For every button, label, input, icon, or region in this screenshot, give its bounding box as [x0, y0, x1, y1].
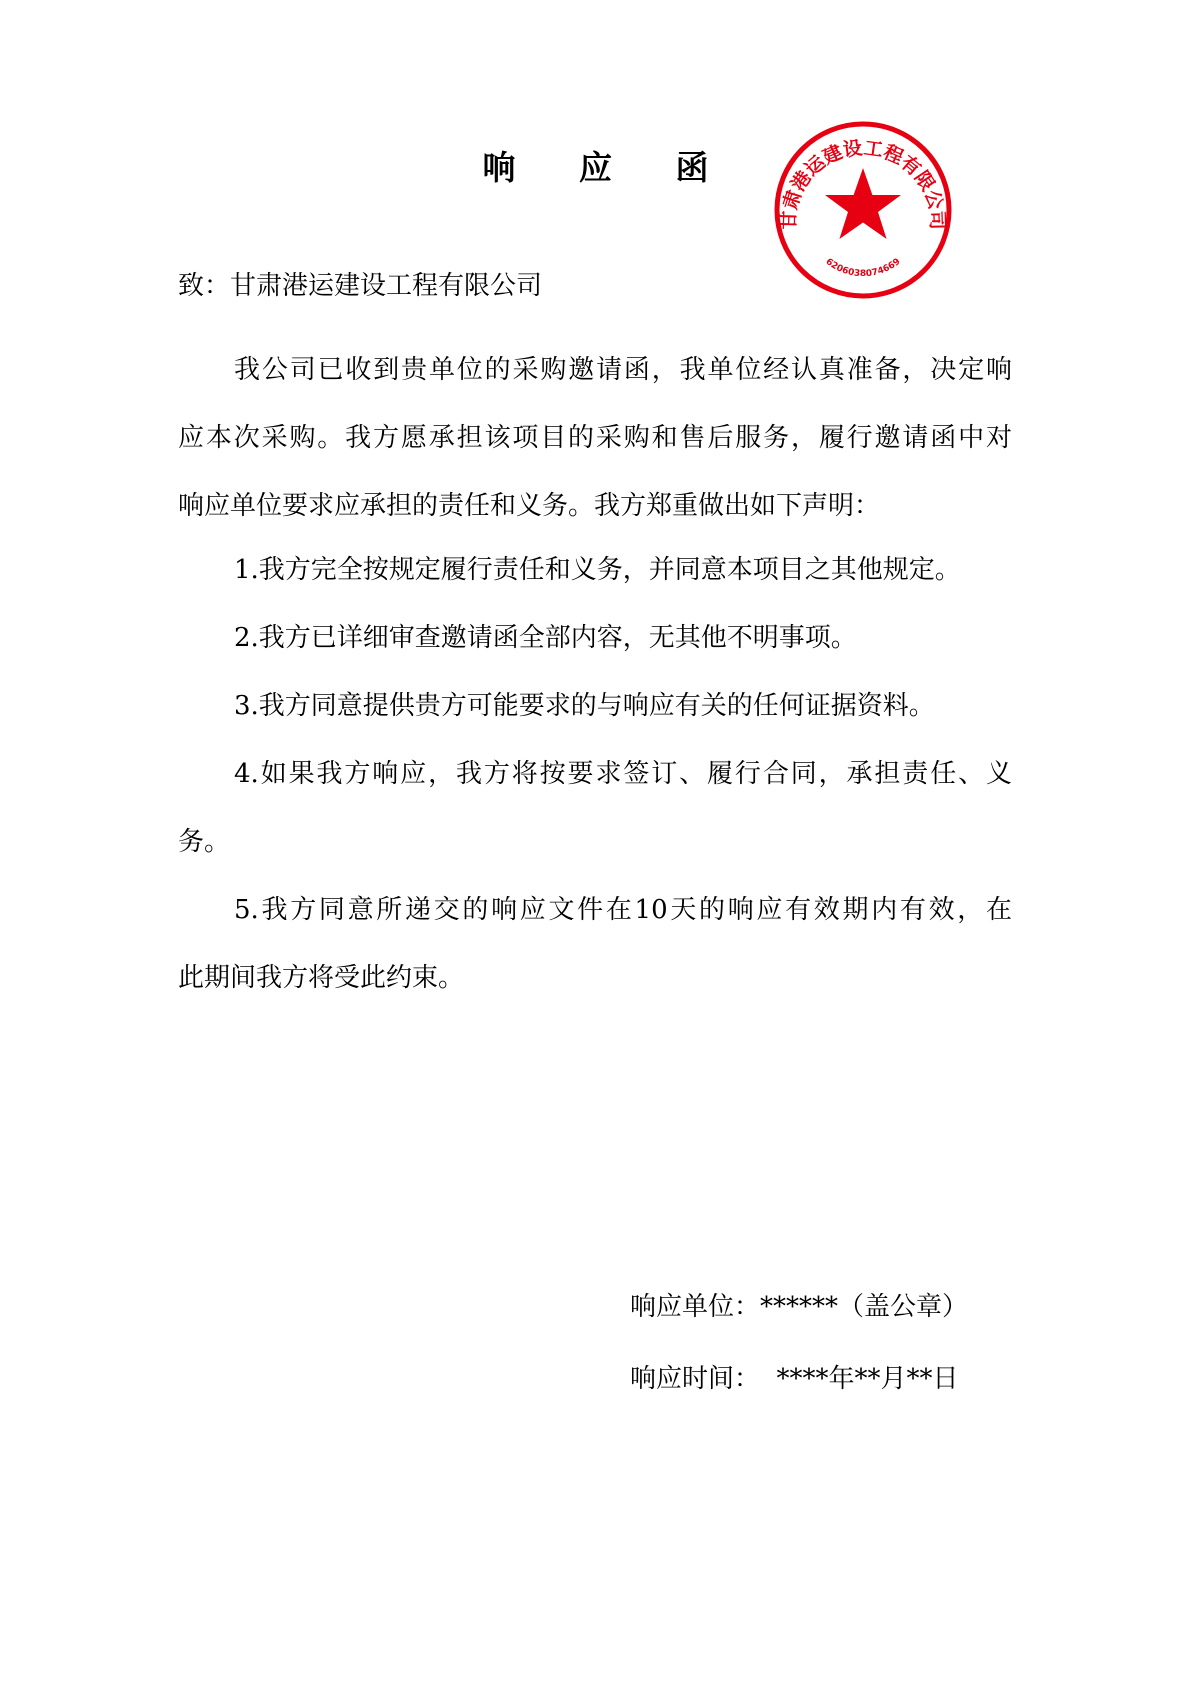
paragraph-line: 5.我方同意所递交的响应文件在10天的响应有效期内有效，在 — [234, 895, 1012, 925]
title-char: 函 — [675, 148, 709, 187]
paragraph-line: 3.我方同意提供贵方可能要求的与响应有关的任何证据资料。 — [234, 691, 935, 721]
paragraph-line: 响应单位要求应承担的责任和义务。我方郑重做出如下声明： — [178, 491, 881, 521]
title-char: 应 — [579, 148, 612, 187]
paragraph-line: 我公司已收到贵单位的采购邀请函，我单位经认真准备，决定响 — [234, 355, 1012, 385]
star-icon — [825, 168, 901, 239]
declaration-item-3 — [178, 672, 1012, 740]
paragraph-line: 4.如果我方响应，我方将按要求签订、履行合同，承担责任、义 — [234, 759, 1012, 789]
declaration-item-1 — [178, 536, 1012, 604]
paragraph-line: 1.我方完全按规定履行责任和义务，并同意本项目之其他规定。 — [234, 555, 961, 585]
document-title — [0, 148, 1191, 188]
signature-unit: 响应单位：******（盖公章） — [630, 1292, 969, 1322]
stamp-name-text: 甘肃港运建设工程有限公司 — [777, 137, 949, 231]
stamp-code-text: 6206038074669 — [823, 256, 903, 280]
declaration-item-4 — [178, 740, 1012, 876]
declaration-item-5 — [178, 876, 1012, 1012]
paragraph-line: 务。 — [178, 827, 231, 857]
paragraph-line: 此期间我方将受此约束。 — [178, 963, 465, 993]
declaration-item-2 — [178, 604, 1012, 672]
title-char: 响 — [482, 148, 516, 187]
paragraph-line: 2.我方已详细审查邀请函全部内容，无其他不明事项。 — [234, 623, 857, 653]
paragraph-line: 应本次采购。我方愿承担该项目的采购和售后服务，履行邀请函中对 — [178, 423, 1012, 453]
intro-paragraph — [178, 336, 1012, 540]
signature-time: 响应时间： ****年**月**日 — [630, 1364, 959, 1394]
recipient-line: 致：甘肃港运建设工程有限公司 — [178, 271, 543, 301]
